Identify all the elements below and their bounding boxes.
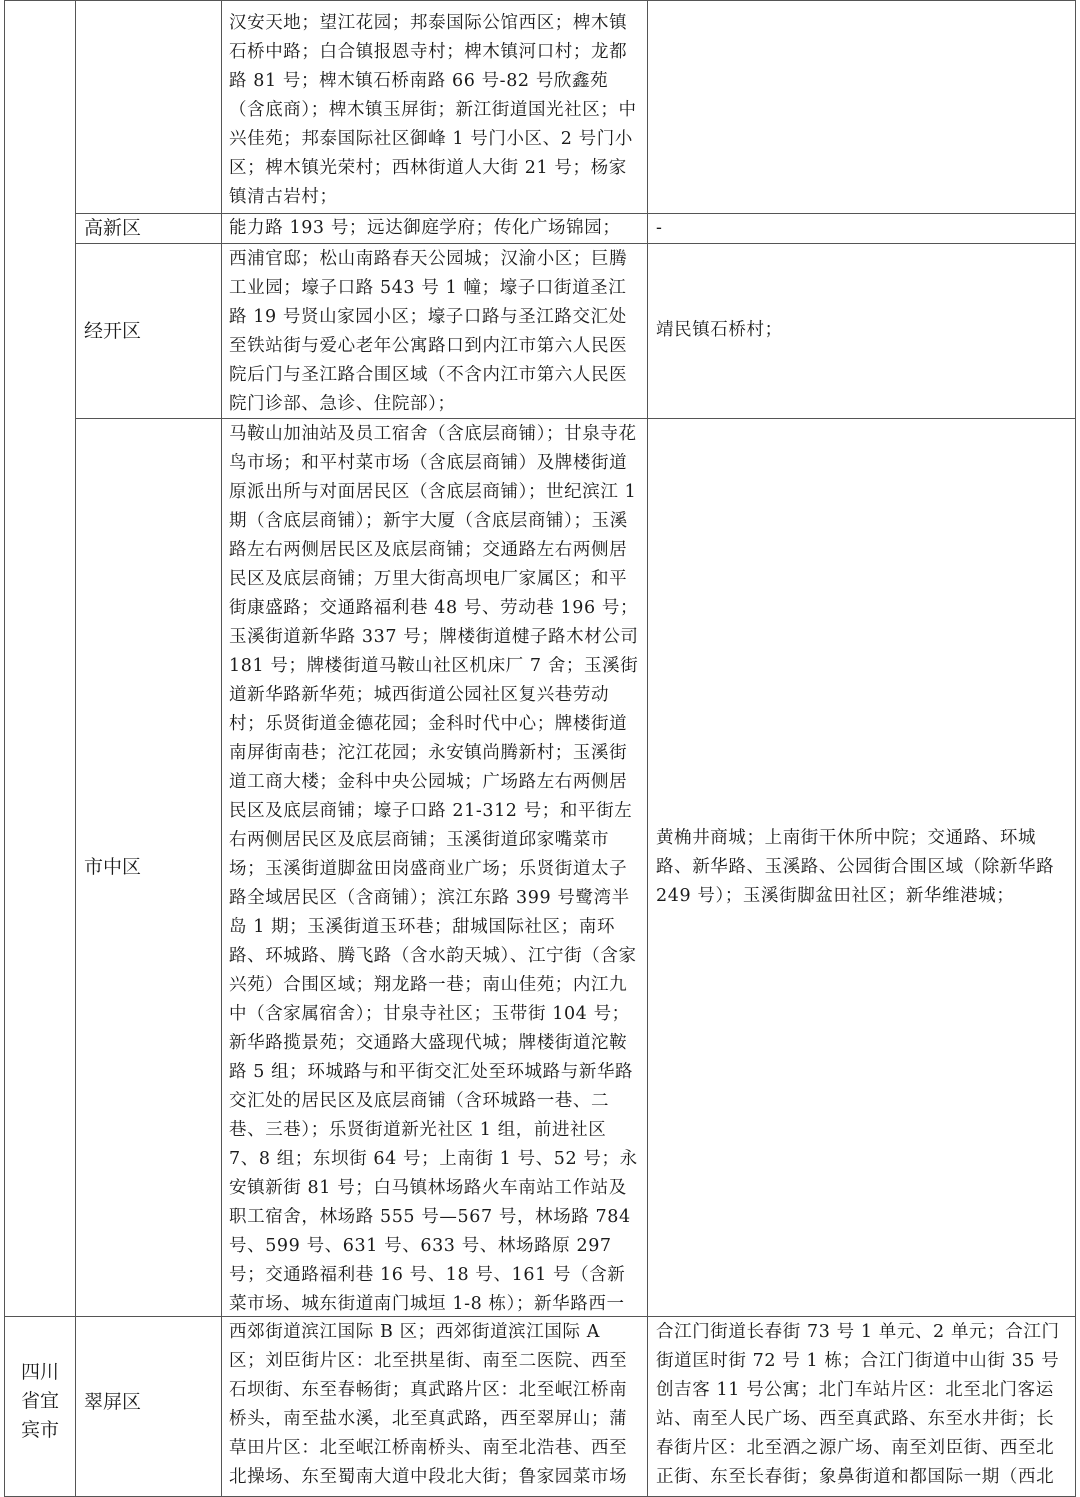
row-divider bbox=[4, 0, 1076, 1]
medium-risk-cell: 黄桷井商城；上南街干休所中院；交通路、环城路、新华路、玉溪路、公园街合围区域（除新华路 249 号）；玉溪街脚盆田社区；新华维港城； bbox=[656, 828, 1055, 906]
column-divider bbox=[221, 0, 222, 1497]
city-cell: 四川省宜宾市 bbox=[20, 1361, 59, 1441]
row-divider bbox=[75, 243, 1076, 244]
medium-risk-cell: 合江门街道长春街 73 号 1 单元、2 单元；合江门街道匡时街 72 号 1 栋；合江门街道中山街 35 号创吉客 11 号公寓；北门车站片区：北至北门客运站、南至人民广场、西至真武路、东至水井街；长春街片区：北至酒之源广场、南至刘臣街、西至北正街、东至长春街；象鼻街道和都国际一期（西北 bbox=[656, 1322, 1060, 1487]
district-cell: 翠屏区 bbox=[84, 1391, 142, 1413]
high-risk-cell: 西郊街道滨江国际 B 区；西郊街道滨江国际 A 区；刘臣街片区：北至拱星街、南至二医院、西至石坝街、东至春畅街；真武路片区：北至岷江桥南桥头，南至盐水溪，北至真武路，西至翠屏山；蒲草田片区：北至岷江桥南桥头、南至北浩巷、西至北操场、东至蜀南大道中段北大街；鲁家园菜市场 bbox=[229, 1322, 628, 1487]
medium-risk-cell: 靖民镇石桥村； bbox=[656, 320, 783, 340]
district-cell: 高新区 bbox=[84, 217, 142, 239]
high-risk-cell: 马鞍山加油站及员工宿舍（含底层商铺）；甘泉寺花鸟市场；和平村菜市场（含底层商铺）及牌楼街道原派出所与对面居民区（含底层商铺）；世纪滨江 1 期（含底层商铺）；新宇大厦（含底层商铺）；玉溪路左右两侧居民区及底层商铺；交通路左右两侧居民区及底层商铺；万里大街高坝电厂家属区；和平街康盛路；交通路福利巷 48 号、劳动巷 196 号；玉溪街道新华路 337 号；牌楼街道楗子路木材公司 181 号；牌楼街道马鞍山社区机床厂 7 舍；玉溪街道新华路新华苑；城西街道公园社区复兴巷劳动村；乐贤街道金德花园；金科时代中心；牌楼街道南屏街南巷；沱江花园；永安镇尚腾新村；玉溪街道工商大楼；金科中央公园城；广场路左右两侧居民区及底层商铺；壕子口路 21-312 号；和平街左右两侧居民区及底层商铺；玉溪街道邱家嘴菜市场；玉溪街道脚盆田岗盛商业广场；乐贤街道太子路全域居民区（含商铺）；滨江东路 399 号鹭湾半岛 1 期；玉溪街道玉环巷；甜城国际社区；南环路、环城路、腾飞路（含水韵天城）、江宁街（含家兴苑）合围区域；翔龙路一巷；南山佳苑；内江九中（含家属宿舍）；甘泉寺社区；玉带街 104 号；新华路揽景苑；交通路大盛现代城；牌楼街道沱鞍路 5 组；环城路与和平街交汇处至环城路与新华路交汇处的居民区及底层商铺（含环城路一巷、二巷、三巷）；乐贤街道新光社区 1 组，前进社区 7、8 组；东坝街 64 号；上南街 1 号、52 号；永安镇新街 81 号；白马镇林场路火车南站工作站及职工宿舍，林场路 555 号—567 号，林场路 784 号、599 号、631 号、633 号、林场路原 297 号；交通路福利巷 16 号、18 号、161 号（含新菜市场、城东街道南门城垣 1-8 栋）；新华路西一 bbox=[229, 424, 639, 1314]
column-divider bbox=[4, 0, 5, 1497]
high-risk-cell: 汉安天地；望江花园；邦泰国际公馆西区；椑木镇石桥中路；白合镇报恩寺村；椑木镇河口村；龙都路 81 号；椑木镇石桥南路 66 号-82 号欣鑫苑（含底商）；椑木镇玉屏街；新江街道国光社区；中兴佳苑；邦泰国际社区御峰 1 号门小区、2 号门小区；椑木镇光荣村；西林街道人大街 21 号；杨家镇清古岩村； bbox=[229, 13, 637, 207]
high-risk-cell: 能力路 193 号；远达御庭学府；传化广场锦园； bbox=[229, 218, 621, 238]
column-divider bbox=[647, 0, 648, 1497]
column-divider bbox=[75, 0, 76, 1497]
district-cell: 经开区 bbox=[84, 319, 142, 342]
district-cell: 市中区 bbox=[84, 856, 142, 878]
row-divider bbox=[75, 418, 1076, 419]
column-divider bbox=[1075, 0, 1076, 1497]
high-risk-cell: 西浦官邸；松山南路春天公园城；汉渝小区；巨腾工业园；壕子口路 543 号 1 幢；壕子口街道圣江路 19 号贤山家园小区；壕子口路与圣江路交汇处至铁站街与爱心老年公寓路口到内江市第六人民医院后门与圣江路合围区域（不含内江市第六人民医院门诊部、急诊、住院部）； bbox=[229, 249, 628, 414]
row-divider bbox=[4, 1316, 1076, 1317]
medium-risk-cell: - bbox=[656, 218, 663, 238]
